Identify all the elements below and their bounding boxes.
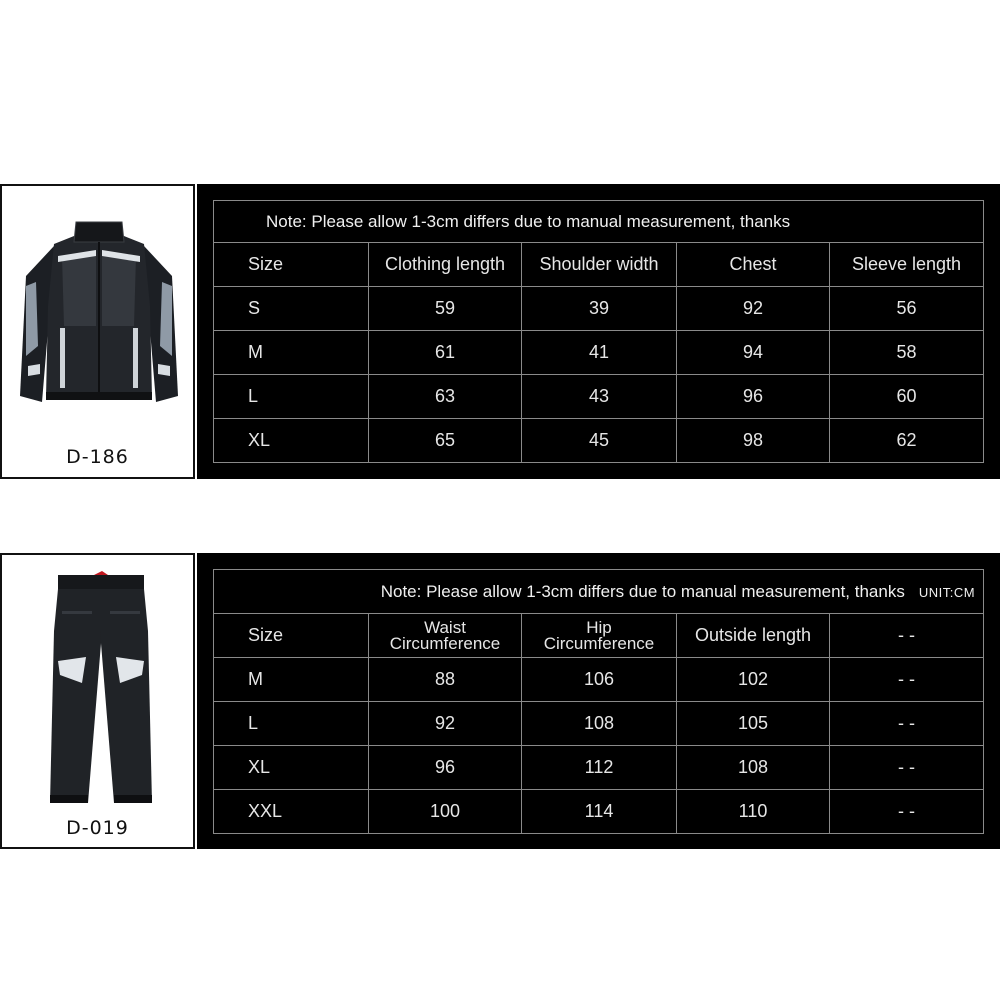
pants-header-hip [522, 614, 677, 658]
pants-cell: 88 [369, 658, 522, 702]
jacket-cell: 45 [522, 419, 677, 463]
pants-cell: 108 [522, 702, 677, 746]
pants-cell: - - [830, 702, 984, 746]
pants-cell: 110 [677, 790, 830, 834]
jacket-header-size: Size [214, 243, 369, 287]
jacket-cell: 41 [522, 331, 677, 375]
table-row [214, 419, 984, 463]
jacket-cell: 61 [369, 331, 522, 375]
jacket-note: Note: Please allow 1-3cm differs due to manual measurement, thanks [214, 201, 984, 243]
jacket-cell: S [214, 287, 369, 331]
pants-size-panel [197, 553, 1000, 849]
pants-header-hip-line2: Circumference [543, 633, 655, 653]
pants-cell: 96 [369, 746, 522, 790]
jacket-cell: 65 [369, 419, 522, 463]
jacket-cell: 62 [830, 419, 984, 463]
table-row [214, 658, 984, 702]
table-row [214, 375, 984, 419]
pants-cell: - - [830, 746, 984, 790]
jacket-cell: 56 [830, 287, 984, 331]
pants-header-waist-line1: Waist [424, 617, 466, 637]
pants-photo-box [0, 553, 195, 849]
pants-cell: 108 [677, 746, 830, 790]
pants-cell: L [214, 702, 369, 746]
jacket-model-code: D-186 [66, 446, 129, 468]
jacket-cell: 60 [830, 375, 984, 419]
pants-cell: 112 [522, 746, 677, 790]
pants-cell: 105 [677, 702, 830, 746]
pants-model-code: D-019 [66, 817, 129, 839]
jacket-cell: 98 [677, 419, 830, 463]
jacket-cell: 59 [369, 287, 522, 331]
pants-note-cell [214, 570, 984, 614]
pants-unit: UNIT:CM [918, 584, 976, 600]
table-row [214, 331, 984, 375]
pants-image [36, 571, 166, 811]
table-row [214, 746, 984, 790]
jacket-cell: 58 [830, 331, 984, 375]
pants-header-outside-length: Outside length [677, 614, 830, 658]
pants-note: Note: Please allow 1-3cm differs due to manual measurement, thanks [380, 581, 905, 601]
pants-header-size: Size [214, 614, 369, 658]
jacket-cell: 92 [677, 287, 830, 331]
pants-cell: XXL [214, 790, 369, 834]
pants-header-hip-line1: Hip [586, 617, 612, 637]
pants-header-waist [369, 614, 522, 658]
pants-cell: M [214, 658, 369, 702]
pants-cell: 102 [677, 658, 830, 702]
jacket-cell: L [214, 375, 369, 419]
jacket-cell: 94 [677, 331, 830, 375]
pants-cell: XL [214, 746, 369, 790]
jacket-size-table [213, 200, 984, 463]
jacket-size-panel [197, 184, 1000, 479]
pants-cell: 100 [369, 790, 522, 834]
jacket-header-clothing-length: Clothing length [369, 243, 522, 287]
pants-header-waist-line2: Circumference [389, 633, 501, 653]
table-row [214, 790, 984, 834]
jacket-header-shoulder-width: Shoulder width [522, 243, 677, 287]
jacket-image [14, 216, 184, 416]
pants-cell: 92 [369, 702, 522, 746]
jacket-cell: 63 [369, 375, 522, 419]
pants-cell: - - [830, 658, 984, 702]
jacket-photo-box [0, 184, 195, 479]
jacket-cell: 96 [677, 375, 830, 419]
jacket-header-chest: Chest [677, 243, 830, 287]
pants-header-empty: - - [830, 614, 984, 658]
table-row [214, 702, 984, 746]
jacket-cell: 39 [522, 287, 677, 331]
pants-cell: 106 [522, 658, 677, 702]
pants-cell: - - [830, 790, 984, 834]
jacket-cell: XL [214, 419, 369, 463]
pants-cell: 114 [522, 790, 677, 834]
jacket-cell: 43 [522, 375, 677, 419]
jacket-cell: M [214, 331, 369, 375]
pants-size-table [213, 569, 984, 834]
jacket-header-sleeve-length: Sleeve length [830, 243, 984, 287]
table-row [214, 287, 984, 331]
